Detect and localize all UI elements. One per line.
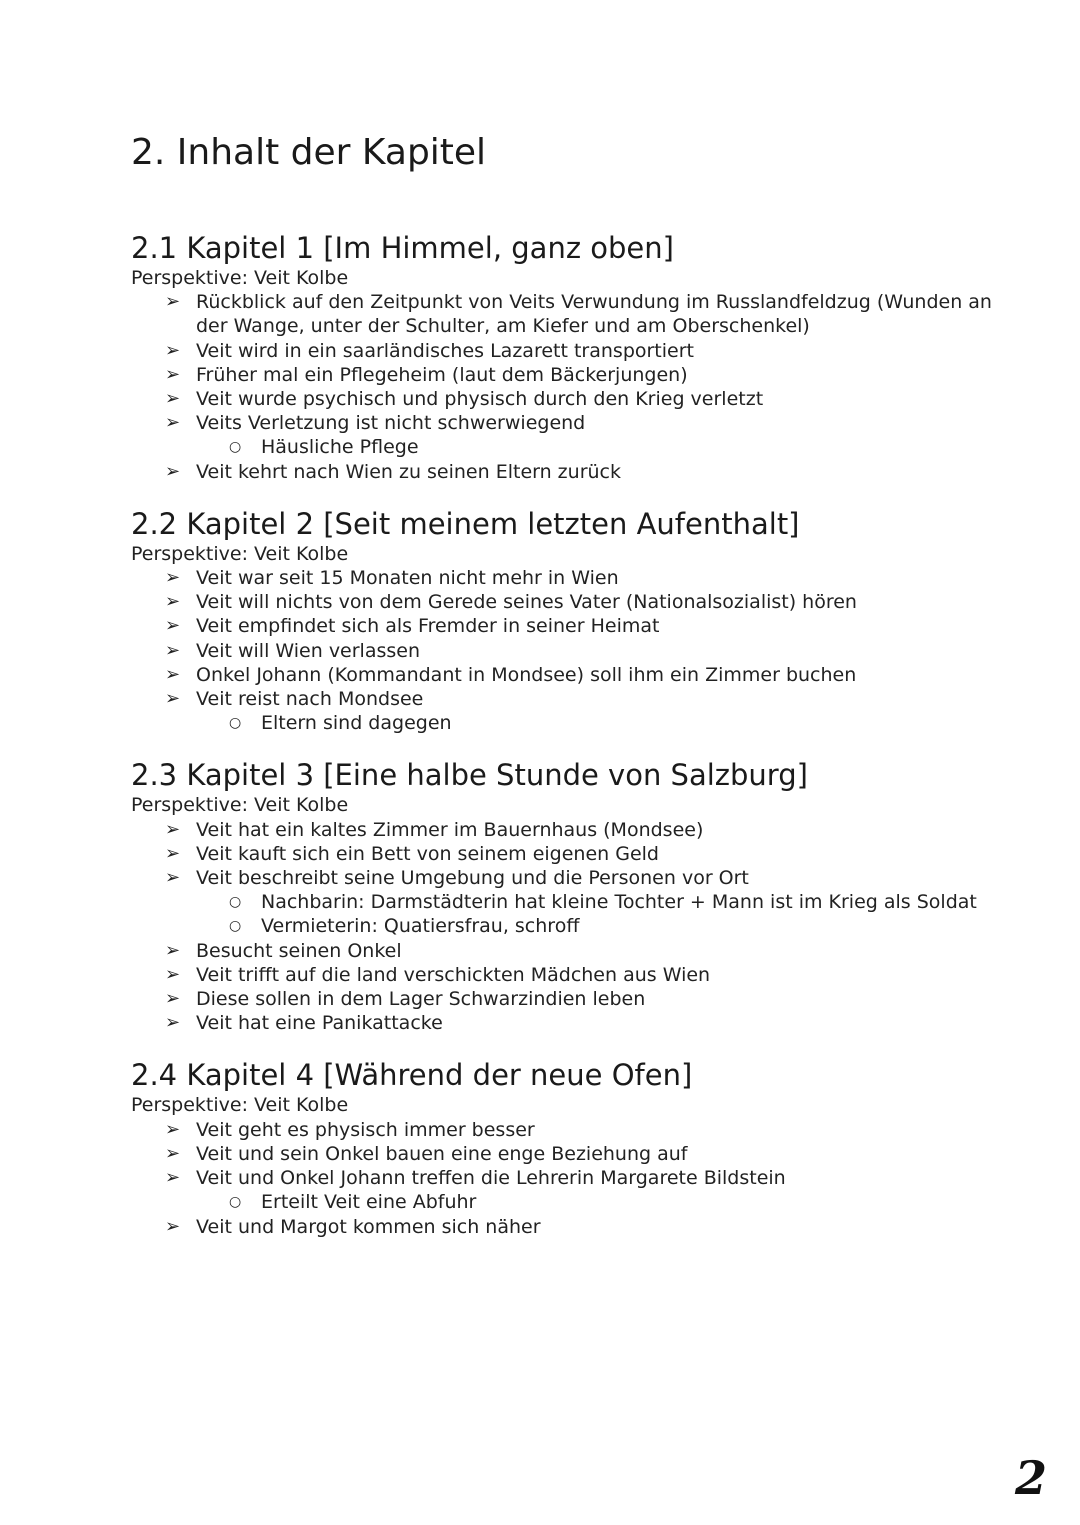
- list-item: [131, 818, 1011, 842]
- sub-list-item: [131, 890, 1011, 914]
- arrow-bullet-icon: ➢: [165, 818, 181, 840]
- item-text: Veit empfindet sich als Fremder in seiner Heimat: [196, 615, 660, 638]
- perspective-line: Perspektive: Veit Kolbe: [131, 542, 349, 565]
- item-text: Vermieterin: Quatiersfrau, schroff: [261, 915, 580, 938]
- list-item: [131, 1166, 1011, 1190]
- arrow-bullet-icon: ➢: [165, 842, 181, 864]
- item-text: Veit und Margot kommen sich näher: [196, 1215, 541, 1238]
- document-page: [131, 128, 1011, 1261]
- bullet-list: [131, 1118, 1011, 1239]
- list-item: [131, 939, 1011, 963]
- arrow-bullet-icon: ➢: [165, 388, 181, 410]
- list-item: [131, 1142, 1011, 1166]
- circle-bullet-icon: ○: [229, 715, 242, 732]
- list-item: [131, 639, 1011, 663]
- arrow-bullet-icon: ➢: [165, 1118, 181, 1140]
- section-title: 2.4 Kapitel 4 [Während der neue Ofen]: [131, 1058, 693, 1093]
- item-text: Rückblick auf den Zeitpunkt von Veits Verwundung im Russlandfeldzug (Wunden an der Wange, unter der Schulter, am Kiefer und am Oberschenkel): [196, 291, 992, 338]
- list-item: [131, 1011, 1011, 1035]
- item-text: Nachbarin: Darmstädterin hat kleine Tochter + Mann ist im Krieg als Soldat: [261, 891, 977, 914]
- sub-list-item: [131, 1190, 1011, 1214]
- chapter-section: [131, 757, 1011, 1035]
- item-text: Veit war seit 15 Monaten nicht mehr in Wien: [196, 567, 619, 590]
- perspective-line: Perspektive: Veit Kolbe: [131, 1094, 349, 1117]
- arrow-bullet-icon: ➢: [165, 639, 181, 661]
- list-item: [131, 663, 1011, 687]
- sub-list-item: [131, 435, 1011, 459]
- arrow-bullet-icon: ➢: [165, 591, 181, 613]
- list-item: [131, 590, 1011, 614]
- arrow-bullet-icon: ➢: [165, 615, 181, 637]
- section-title: 2.2 Kapitel 2 [Seit meinem letzten Aufenthalt]: [131, 506, 800, 541]
- item-text: Früher mal ein Pflegeheim (laut dem Bäckerjungen): [196, 363, 688, 386]
- item-text: Veit beschreibt seine Umgebung und die Personen vor Ort: [196, 867, 749, 890]
- sub-list-item: [131, 914, 1011, 938]
- item-text: Besucht seinen Onkel: [196, 939, 402, 962]
- arrow-bullet-icon: ➢: [165, 1142, 181, 1164]
- bullet-list: [131, 290, 1011, 484]
- arrow-bullet-icon: ➢: [165, 291, 181, 313]
- arrow-bullet-icon: ➢: [165, 1167, 181, 1189]
- item-text: Veit hat eine Panikattacke: [196, 1012, 443, 1035]
- arrow-bullet-icon: ➢: [165, 963, 181, 985]
- arrow-bullet-icon: ➢: [165, 663, 181, 685]
- list-item: [131, 1215, 1011, 1239]
- item-text: Veit wurde psychisch und physisch durch den Krieg verletzt: [196, 388, 764, 411]
- arrow-bullet-icon: ➢: [165, 688, 181, 710]
- chapter-section: [131, 230, 1011, 484]
- arrow-bullet-icon: ➢: [165, 1215, 181, 1237]
- item-text: Eltern sind dagegen: [261, 712, 452, 735]
- arrow-bullet-icon: ➢: [165, 1012, 181, 1034]
- arrow-bullet-icon: ➢: [165, 567, 181, 589]
- section-title: 2.1 Kapitel 1 [Im Himmel, ganz oben]: [131, 231, 674, 265]
- list-item: [131, 866, 1011, 890]
- item-text: Veit und Onkel Johann treffen die Lehrerin Margarete Bildstein: [196, 1167, 786, 1190]
- chapter-section: [131, 1057, 1011, 1238]
- item-text: Diese sollen in dem Lager Schwarzindien leben: [196, 988, 646, 1011]
- arrow-bullet-icon: ➢: [165, 460, 181, 482]
- item-text: Veits Verletzung ist nicht schwerwiegend: [196, 412, 586, 435]
- item-text: Häusliche Pflege: [261, 436, 419, 459]
- perspective-line: Perspektive: Veit Kolbe: [131, 794, 349, 817]
- item-text: Veit kehrt nach Wien zu seinen Eltern zurück: [196, 460, 622, 483]
- arrow-bullet-icon: ➢: [165, 412, 181, 434]
- list-item: [131, 460, 1011, 484]
- item-text: Veit will nichts von dem Gerede seines Vater (Nationalsozialist) hören: [196, 591, 857, 614]
- circle-bullet-icon: ○: [229, 894, 242, 911]
- item-text: Veit und sein Onkel bauen eine enge Beziehung auf: [196, 1142, 688, 1165]
- item-text: Erteilt Veit eine Abfuhr: [261, 1191, 477, 1214]
- item-text: Veit wird in ein saarländisches Lazarett transportiert: [196, 339, 694, 362]
- item-text: Veit kauft sich ein Bett von seinem eigenen Geld: [196, 842, 659, 865]
- item-text: Onkel Johann (Kommandant in Mondsee) soll ihm ein Zimmer buchen: [196, 663, 857, 686]
- list-item: [131, 687, 1011, 711]
- circle-bullet-icon: ○: [229, 1194, 242, 1211]
- item-text: Veit reist nach Mondsee: [196, 688, 424, 711]
- circle-bullet-icon: ○: [229, 439, 242, 456]
- page-title: 2. Inhalt der Kapitel: [131, 132, 487, 173]
- arrow-bullet-icon: ➢: [165, 939, 181, 961]
- list-item: [131, 842, 1011, 866]
- item-text: Veit geht es physisch immer besser: [196, 1118, 535, 1141]
- arrow-bullet-icon: ➢: [165, 339, 181, 361]
- chapter-section: [131, 506, 1011, 736]
- list-item: [131, 290, 1011, 338]
- perspective-line: Perspektive: Veit Kolbe: [131, 267, 349, 289]
- section-title: 2.3 Kapitel 3 [Eine halbe Stunde von Salzburg]: [131, 758, 808, 793]
- list-item: [131, 614, 1011, 638]
- arrow-bullet-icon: ➢: [165, 363, 181, 385]
- circle-bullet-icon: ○: [229, 918, 242, 935]
- list-item: [131, 1118, 1011, 1142]
- list-item: [131, 387, 1011, 411]
- list-item: [131, 339, 1011, 363]
- sub-list-item: [131, 711, 1011, 735]
- list-item: [131, 363, 1011, 387]
- bullet-list: [131, 566, 1011, 735]
- arrow-bullet-icon: ➢: [165, 988, 181, 1010]
- item-text: Veit hat ein kaltes Zimmer im Bauernhaus (Mondsee): [196, 818, 704, 841]
- bullet-list: [131, 818, 1011, 1036]
- item-text: Veit will Wien verlassen: [196, 639, 421, 662]
- sections-container: [131, 230, 1011, 1239]
- item-text: Veit trifft auf die land verschickten Mädchen aus Wien: [196, 963, 711, 986]
- list-item: [131, 987, 1011, 1011]
- list-item: [131, 566, 1011, 590]
- list-item: [131, 411, 1011, 435]
- page-number: 2: [1014, 1451, 1047, 1505]
- arrow-bullet-icon: ➢: [165, 867, 181, 889]
- list-item: [131, 963, 1011, 987]
